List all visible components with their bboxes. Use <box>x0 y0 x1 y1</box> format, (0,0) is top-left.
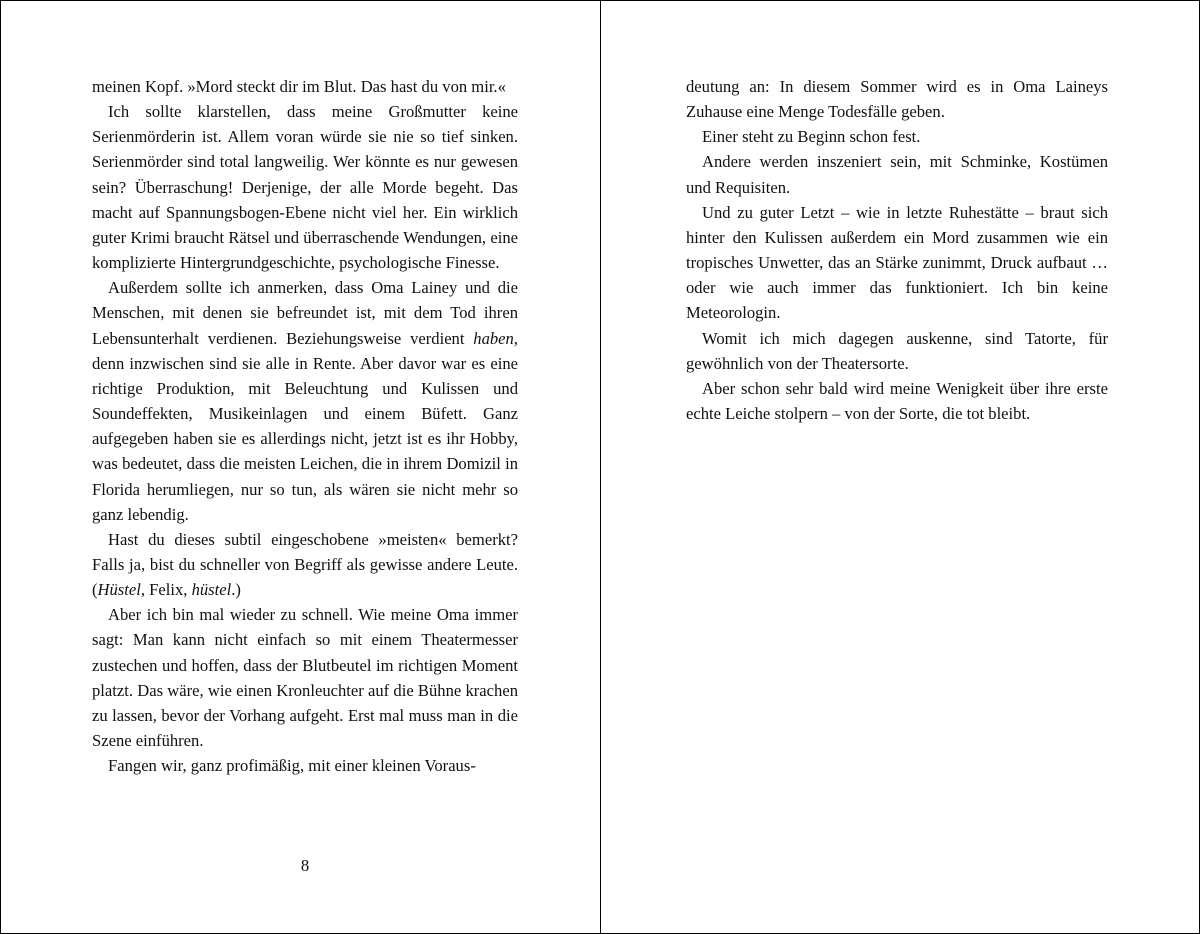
page-gutter-divider <box>600 1 601 933</box>
paragraph <box>92 275 518 527</box>
paragraph <box>686 200 1108 326</box>
paragraph-text: Einer steht zu Beginn schon fest. <box>702 127 921 147</box>
paragraph-text: Außerdem sollte ich anmerken, dass Oma Lainey und die Menschen, mit denen sie befreundet ist, mit dem Tod ihren Lebensunterhalt verdienen. Beziehungsweise verdient <box>92 278 518 348</box>
paragraph-text: , Felix, <box>140 580 192 600</box>
paragraph-text: Aber schon sehr bald wird meine Wenigkeit über ihre erste echte Leiche stolpern – von der Sorte, die tot bleibt. <box>686 378 1108 424</box>
paragraph <box>686 149 1108 199</box>
italic-emphasis: haben <box>473 328 514 348</box>
paragraph <box>686 124 1108 149</box>
right-page-text <box>686 74 1108 426</box>
paragraph-text: Fangen wir, ganz profimäßig, mit einer kleinen Voraus- <box>108 756 476 776</box>
paragraph-text: Womit ich mich dagegen auskenne, sind Tatorte, für gewöhnlich von der Theatersorte. <box>686 328 1108 373</box>
paragraph-text: deutung an: In diesem Sommer wird es in Oma Laineys Zuhause eine Menge Todesfälle geben. <box>686 77 1108 122</box>
italic-emphasis: hüstel <box>191 580 232 600</box>
left-page-text <box>92 74 518 778</box>
paragraph-text: Ich sollte klarstellen, dass meine Großmutter keine Serienmörderin ist. Allem voran würde sie nie so tief sinken. Serienmörder sind total langweilig. Wer könnte es nur gewesen sein? Überraschung! Derjenige, der alle Morde begeht. Das macht auf Spannungsbogen-Ebene nicht viel her. Ein wirklich guter Krimi braucht Rätsel und überraschende Wendungen, eine komplizierte Hintergrundgeschichte, psychologische Finesse. <box>92 102 518 273</box>
paragraph-text: meinen Kopf. »Mord steckt dir im Blut. Das hast du von mir.« <box>92 77 506 96</box>
page-number: 8 <box>300 856 310 875</box>
paragraph <box>92 602 518 753</box>
paragraph <box>686 376 1108 426</box>
paragraph <box>686 74 1108 124</box>
paragraph <box>92 527 518 602</box>
paren-close: .) <box>231 580 241 600</box>
paragraph <box>92 99 518 275</box>
paragraph-text: Hast du dieses subtil eingeschobene »meisten« bemerkt? Falls ja, bist du schneller von Begriff als gewisse andere Leute. <box>92 529 518 574</box>
paragraph-text: Aber ich bin mal wieder zu schnell. Wie meine Oma immer sagt: Man kann nicht einfach so mit einem Theatermesser zustechen und hoffen, dass der Blutbeutel im richtigen Moment platzt. Das wäre, wie einen Kronleuchter auf die Bühne krachen zu lassen, bevor der Vorhang aufgeht. Erst mal muss man in die Szene einführen. <box>92 605 518 751</box>
paragraph-text: Andere werden inszeniert sein, mit Schminke, Kostümen und Requisiten. <box>686 152 1108 197</box>
italic-emphasis: Hüstel <box>97 580 141 600</box>
paragraph <box>92 74 518 99</box>
paragraph <box>686 326 1108 376</box>
paragraph-text: , denn inzwischen sind sie alle in Rente. Aber davor war es eine richtige Produktion, mit Beleuchtung und Kulissen und Soundeffekten, Musikeinlagen und einem Büfett. Ganz aufgegeben haben sie es allerdings nicht, jetzt ist es ihr Hobby, was bedeutet, dass die meisten Leichen, die in ihrem Domizil in Florida herumliegen, nur so tun, als wären sie nicht mehr so ganz lebendig. <box>92 328 518 524</box>
paragraph-text: Und zu guter Letzt – wie in letzte Ruhestätte – braut sich hinter den Kulissen außerdem ein Mord zusammen wie ein tropisches Unwetter, das an Stärke zunimmt, Druck aufbaut … oder wie auch immer das funktioniert. Ich bin keine Meteorologin. <box>686 202 1108 323</box>
paragraph <box>92 753 518 778</box>
paren-open: ( <box>92 580 98 600</box>
